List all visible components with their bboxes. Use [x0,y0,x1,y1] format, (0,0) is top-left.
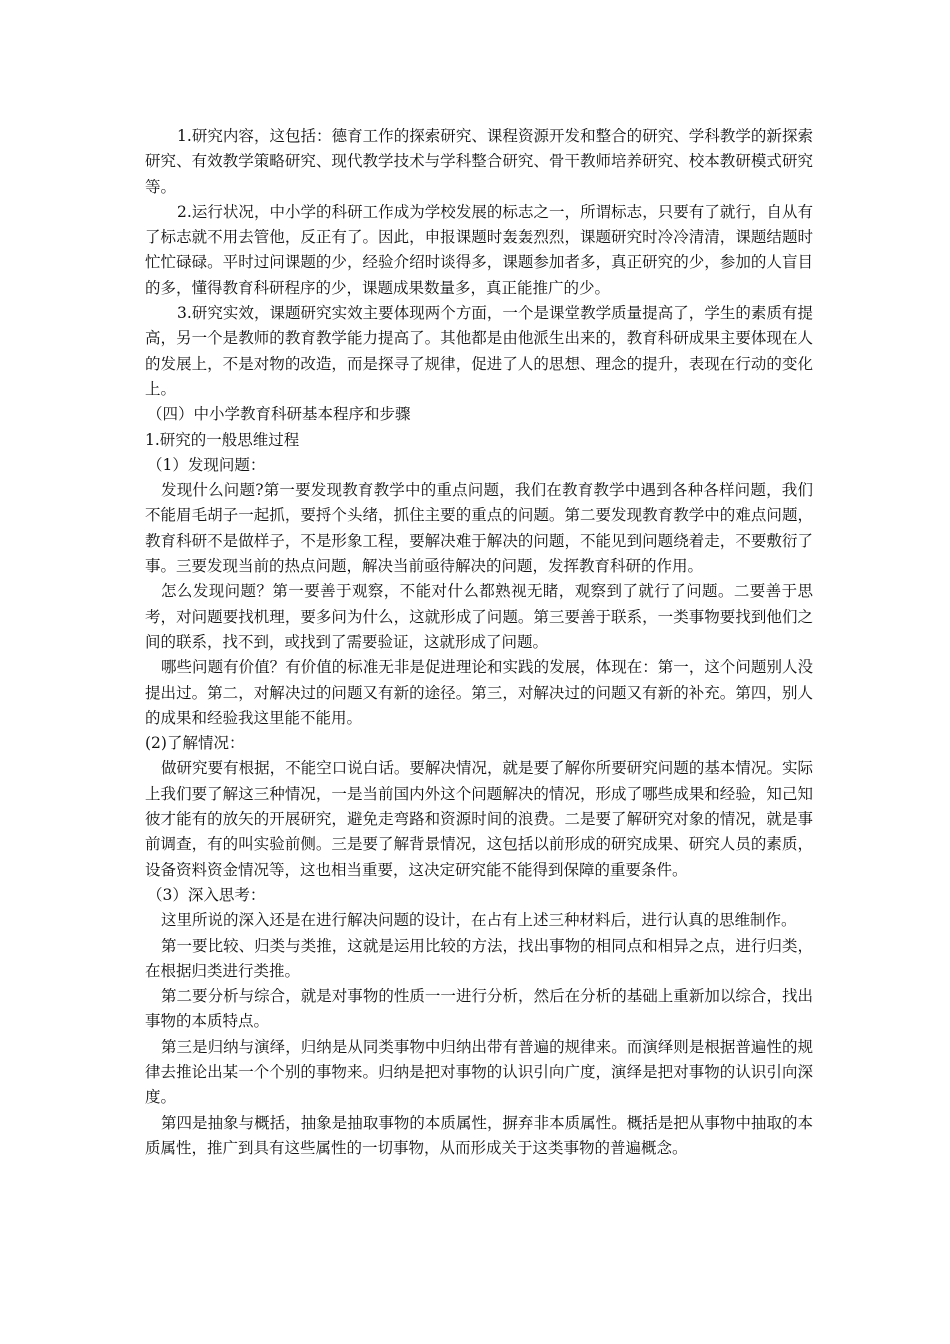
paragraph-analysis-synthesis: 第二要分析与综合，就是对事物的性质一一进行分析，然后在分析的基础上重新加以综合，找出事物的本质特点。 [145,987,813,1031]
paragraph-valuable-problems: 哪些问题有价值？有价值的标准无非是促进理论和实践的发展，体现在：第一，这个问题别人没提出过。第二，对解决过的问题又有新的途径。第三，对解决过的问题又有新的补充。第四，别人的成果和经验我这里能不能用。 [145,658,813,727]
paragraph-deep-design: 这里所说的深入还是在进行解决问题的设计，在占有上述三种材料后，进行认真的思维制作。 [161,911,797,930]
paragraph-how-to-find: 怎么发现问题？第一要善于观察，不能对什么都熟视无睹，观察到了就行了问题。二要善于思考，对问题要找机理，要多问为什么，这就形成了问题。第三要善于联系，一类事物要找到他们之间的联系，找不到，或找到了需要验证，这就形成了问题。 [145,582,813,651]
step-heading-deep-thinking: （3）深入思考： [147,885,266,904]
section-heading-procedures: （四）中小学教育科研基本程序和步骤 [147,405,411,424]
paragraph-research-basis: 做研究要有根据，不能空口说白话。要解决情况，就是要了解你所要研究问题的基本情况。实际上我们要了解这三种情况，一是当前国内外这个问题解决的情况，形成了哪些成果和经验，知己知彼才能有的放矢的开展研究，避免走弯路和资源时间的浪费。二是要了解研究对象的情况，就是事前调查，有的叫实验前侧。三是要了解背景情况，这包括以前形成的研究成果、研究人员的素质，设备资料资金情况等，这也相当重要，这决定研究能不能得到保障的重要条件。 [145,759,813,879]
step-heading-understand-situation: (2)了解情况： [145,734,245,753]
paragraph-abstraction-generalization: 第四是抽象与概括，抽象是抽取事物的本质属性，摒弃非本质属性。概括是把从事物中抽取的本质属性，推广到具有这些属性的一切事物，从而形成关于这类事物的普遍概念。 [145,1113,813,1157]
paragraph-research-effect: 3.研究实效，课题研究实效主要体现两个方面，一个是课堂教学质量提高了，学生的素质有提高，另一个是教师的教育教学能力提高了。其他都是由他派生出来的，教育科研成果主要体现在人的发展上，不是对物的改造，而是探寻了规律，促进了人的思想、理念的提升，表现在行动的变化上。 [145,304,813,398]
paragraph-compare-classify: 第一要比较、归类与类推，这就是运用比较的方法，找出事物的相同点和相异之点，进行归类，在根据归类进行类推。 [145,936,813,980]
subsection-heading-thinking-process: 1.研究的一般思维过程 [145,430,300,449]
step-heading-find-problem: （1）发现问题： [147,455,266,474]
document-page [145,124,813,1161]
paragraph-research-content: 1.研究内容，这包括：德育工作的探索研究、课程资源开发和整合的研究、学科教学的新探索研究、有效教学策略研究、现代教学技术与学科整合研究、骨干教师培养研究、校本教研模式研究等。 [145,127,813,196]
paragraph-induction-deduction: 第三是归纳与演绎，归纳是从同类事物中归纳出带有普遍的规律来。而演绎则是根据普遍性的规律去推论出某一个个别的事物来。归纳是把对事物的认识引向广度，演绎是把对事物的认识引向深度。 [145,1037,813,1107]
paragraph-operation-status: 2.运行状况，中小学的科研工作成为学校发展的标志之一，所谓标志，只要有了就行，自从有了标志就不用去管他，反正有了。因此，申报课题时轰轰烈烈，课题研究时冷冷清清，课题结题时忙忙碌碌。平时过问课题的少，经验介绍时谈得多，课题参加者多，真正研究的少，参加的人盲目的多，懂得教育科研程序的少，课题成果数量多，真正能推广的少。 [145,202,813,297]
paragraph-what-problems: 发现什么问题?第一要发现教育教学中的重点问题，我们在教育教学中遇到各种各样问题，我们不能眉毛胡子一起抓，要捋个头绪，抓住主要的重点的问题。第二要发现教育教学中的难点问题，教育科研不是做样子，不是形象工程，要解决难于解决的问题，不能见到问题绕着走，不要敷衍了事。三要发现当前的热点问题，解决当前亟待解决的问题，发挥教育科研的作用。 [145,481,813,576]
